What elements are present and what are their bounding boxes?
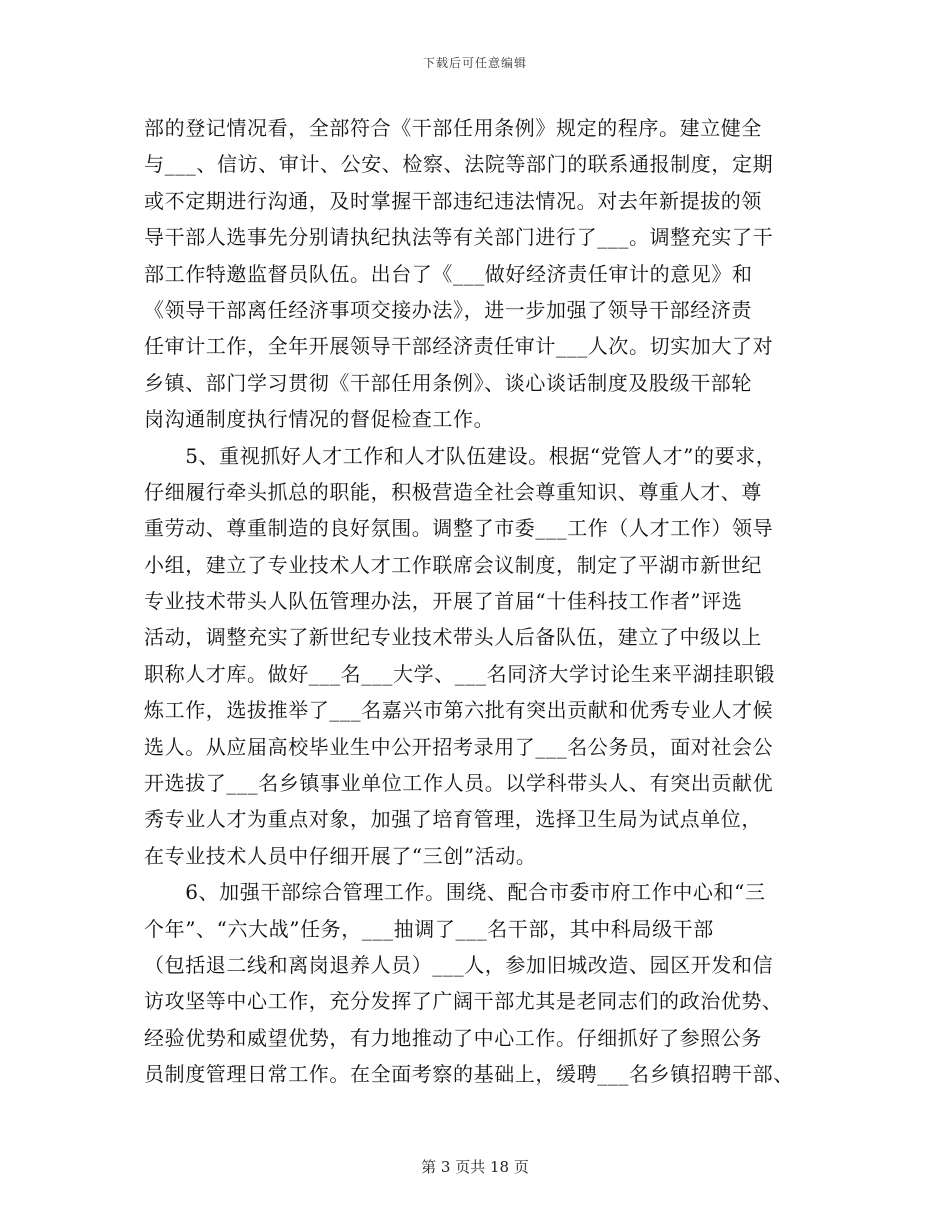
text-line: 岗沟通制度执行情况的督促检查工作。 xyxy=(144,407,495,432)
text-line: 访攻坚等中心工作，充分发挥了广阔干部尤其是老同志们的政治优势、 xyxy=(144,989,783,1014)
text-line: 与___、信访、审计、公安、检察、法院等部门的联系通报制度，定期 xyxy=(144,152,774,177)
text-line: 员制度管理日常工作。在全面考察的基础上，缓聘___名乡镇招聘干部、 xyxy=(144,1062,794,1087)
text-line: 炼工作，选拔推举了___名嘉兴市第六批有突出贡献和优秀专业人才候 xyxy=(144,698,774,723)
page-number-footer: 第 3 页共 18 页 xyxy=(421,1158,529,1176)
text-line: 仔细履行牵头抓总的职能，积极营造全社会尊重知识、尊重人才、尊 xyxy=(144,479,762,504)
text-line: （包括退二线和离岗退养人员）___人，参加旧城改造、园区开发和信 xyxy=(144,952,774,977)
paragraph-start-line: 6、加强干部综合管理工作。围绕、配合市委市府工作中心和“三 xyxy=(144,880,766,905)
text-line: 在专业技术人员中仔细开展了“三创”活动。 xyxy=(144,843,537,868)
text-line: 《领导干部离任经济事项交接办法》，进一步加强了领导干部经济责 xyxy=(144,297,752,322)
text-line: 经验优势和威望优势，有力地推动了中心工作。仔细抓好了参照公务 xyxy=(144,1025,762,1050)
text-line: 专业技术带头人队伍管理办法，开展了首届“十佳科技工作者”评选 xyxy=(144,589,743,614)
document-body xyxy=(144,110,824,1093)
text-line: 开选拔了___名乡镇事业单位工作人员。以学科带头人、有突出贡献优 xyxy=(144,771,774,796)
text-line: 乡镇、部门学习贯彻《干部任用条例》、谈心谈话制度及股级干部轮 xyxy=(144,370,752,395)
text-line: 小组，建立了专业技术人才工作联席会议制度，制定了平湖市新世纪 xyxy=(144,552,762,577)
text-line: 或不定期进行沟通，及时掌握干部违纪违法情况。对去年新提拔的领 xyxy=(144,188,762,213)
text-line: 导干部人选事先分别请执纪执法等有关部门进行了___。调整充实了干 xyxy=(144,225,774,250)
text-line: 个年”、“六大战”任务，___抽调了___名干部，其中科局级干部 xyxy=(144,916,714,941)
text-line: 任审计工作，全年开展领导干部经济责任审计___人次。切实加大了对 xyxy=(144,334,774,359)
text-line: 活动，调整充实了新世纪专业技术带头人后备队伍，建立了中级以上 xyxy=(144,625,762,650)
text-line: 部的登记情况看，全部符合《干部任用条例》规定的程序。建立健全 xyxy=(144,116,762,140)
text-line: 秀专业人才为重点对象，加强了培育管理，选择卫生局为试点单位， xyxy=(144,807,762,832)
text-line: 职称人才库。做好___名___大学、___名同济大学讨论生来平湖挂职锻 xyxy=(144,661,775,686)
text-line: 重劳动、尊重制造的良好氛围。调整了市委___工作（人才工作）领导 xyxy=(144,516,774,541)
text-line: 部工作特邀监督员队伍。出台了《___做好经济责任审计的意见》和 xyxy=(144,261,753,286)
page-header: 下载后可任意编辑 xyxy=(422,56,527,70)
text-line: 选人。从应届高校毕业生中公开招考录用了___名公务员，面对社会公 xyxy=(144,734,774,759)
paragraph-start-line: 5、重视抓好人才工作和人才队伍建设。根据“党管人才”的要求， xyxy=(144,443,777,468)
